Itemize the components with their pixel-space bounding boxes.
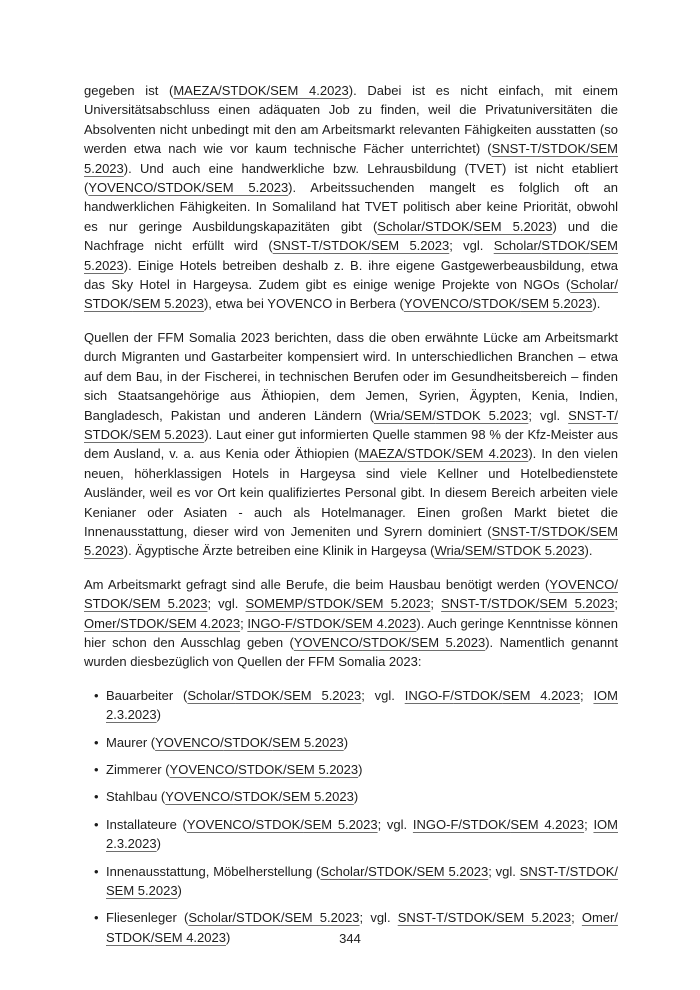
citation-link[interactable]: SNST-T/STDOK/SEM 5.2023 [441,596,615,612]
text-run: ) und die Nachfrage nicht erfüllt wird ( [84,218,619,254]
text-run: ), etwa bei YOVENCO in Berbera ( [203,296,404,312]
citation-link[interactable]: YOVENCO/STDOK/SEM 5.2023 [169,762,359,777]
citation-link[interactable]: Scholar/STDOK/SEM 5.2023 [377,218,553,234]
text-run: ; [430,596,442,612]
citation-link[interactable]: SNST-T/STDOK/SEM 5.2023 [106,863,618,899]
text-run: ; vgl. [361,687,405,703]
text-run: ; vgl. [488,863,520,879]
paragraph [84,575,618,672]
citation-link[interactable]: SOMEMP/STDOK/SEM 5.2023 [245,596,431,612]
text-run: ; [584,816,594,832]
bullet-marker-icon [94,760,99,779]
citation-link[interactable]: Wria/SEM/STDOK 5.2023 [434,543,585,559]
page-number: 344 [339,931,361,946]
text-run: Am Arbeitsmarkt gefragt sind alle Berufe, die beim Hausbau benötigt werden ( [84,576,550,592]
citation-link[interactable]: YOVENCO/STDOK/SEM 5.2023 [155,734,344,750]
text-run: Stahlbau ( [106,789,166,805]
text-run: ). Und auch eine handwerkliche bzw. Lehrausbildung (TVET) ist nicht etabliert ( [84,160,618,196]
text-run: ) [225,929,231,945]
text-run: Quellen der FFM Somalia 2023 berichten, dass die oben erwähnte Lücke am Arbeitsmarkt durch Migranten und Gastarbeiter kompensiert wird. In unterschiedlichen Branchen – etwa auf dem Bau, in der Fischerei, in technischen Berufen oder im Gesundheitsbereich – finden sich Staatsangehörige aus Äthiopien, dem Jemen, Syrien, Ägypten, Kenia, Indien, Bangladesch, Pakistan und anderen Ländern ( [84,329,618,423]
list-item [84,733,618,752]
list-item [84,862,618,901]
citation-link[interactable]: YOVENCO/STDOK/SEM 5.2023 [84,576,618,612]
list-item [84,760,618,779]
text-run: gegeben ist ( [84,83,174,98]
text-run: ) [358,762,363,777]
citation-link[interactable]: INGO-F/STDOK/SEM 4.2023 [247,615,417,631]
document-content [84,81,618,955]
paragraph [84,328,618,561]
text-run: ). Auch geringe Kenntnisse können hier schon den Ausschlag geben ( [84,615,619,650]
text-run: ) [156,836,161,852]
citation-link[interactable]: Wria/SEM/STDOK 5.2023 [373,407,529,423]
bullet-marker-icon [94,787,99,806]
text-run: ; [571,910,582,926]
citation-link[interactable]: Omer/STDOK/SEM 4.2023 [106,910,618,945]
bullet-marker-icon [94,908,99,927]
citation-link[interactable]: INGO-F/STDOK/SEM 4.2023 [412,816,585,832]
text-run: ; vgl. [359,910,398,926]
bullet-marker-icon [94,815,99,834]
text-run: ). Ägyptische Ärzte betreiben eine Klinik in Hargeysa ( [123,543,435,559]
text-run: ). [592,296,601,312]
text-run: ). Arbeitssuchenden mangelt es folglich oft an handwerklichen Fähigkeiten. In Somaliland hat TVET politisch aber keine Priorität, obwohl es nur geringe Ausbildungskapazitäten gibt ( [84,180,618,234]
bullet-marker-icon [94,686,99,705]
citation-link[interactable]: Scholar/STDOK/SEM 5.2023 [84,277,618,312]
citation-link[interactable]: MAEZA/STDOK/SEM 4.2023 [358,446,529,462]
citation-link[interactable]: Scholar/STDOK/SEM 5.2023 [320,863,489,879]
text-run: Bauarbeiter ( [106,687,188,703]
text-run: ). Einige Hotels betreiben deshalb z. B. ihre eigene Gastgewerbeausbildung, etwa das Sky Hotel in Hargeysa. Zudem gibt es einige wenige Projekte von NGOs ( [84,257,618,293]
bullet-marker-icon [94,733,99,752]
text-run: Maurer ( [106,734,156,750]
text-run: ) [343,734,349,750]
text-run: Innenausstattung, Möbelherstellung ( [106,863,321,879]
citation-link[interactable]: IOM 2.3.2023 [106,687,618,723]
list-item [84,815,618,854]
citation-link[interactable]: YOVENCO/STDOK/SEM 5.2023 [293,634,486,650]
text-run: ) [177,883,182,899]
text-run: ). [584,543,593,559]
text-run: ; [580,687,594,703]
list-item [84,686,618,725]
text-run: Zimmerer ( [106,762,170,777]
list-item [84,787,618,806]
text-run: Installateure ( [106,816,187,832]
citation-link[interactable]: SNST-T/STDOK/SEM 5.2023 [84,141,618,176]
text-run: ). In den vielen neuen, höherklassigen Hotels in Hargeysa sind viele Kellner und Hotelbedienstete Ausländer, weil es vor Ort kein qualifiziertes Personal gibt. In diesem Bereich arbeiten viele Kenianer oder Asiaten - auch als Hotelmanager. Einen großen Markt bietet die Innenausstattung, dieser wird von Jemeniten und Syrern dominiert ( [84,446,619,539]
citation-link[interactable]: Scholar/STDOK/SEM 5.2023 [84,238,618,273]
citation-link[interactable]: Scholar/STDOK/SEM 5.2023 [188,910,360,926]
paragraph [84,81,618,314]
bullet-list [84,686,618,947]
bullet-marker-icon [94,862,99,881]
text-run: ; vgl. [449,238,494,254]
text-run: ). Namentlich genannt wurden diesbezüglich von Quellen der FFM Somalia 2023: [84,634,618,670]
citation-link[interactable]: Omer/STDOK/SEM 4.2023 [84,615,241,631]
citation-link[interactable]: YOVENCO/STDOK/SEM 5.2023 [88,180,289,196]
citation-link[interactable]: SNST-T/STDOK/SEM 5.2023 [397,910,572,926]
text-run: ; vgl. [377,816,413,832]
text-run: ) [353,789,359,805]
citation-link[interactable]: YOVENCO/STDOK/SEM 5.2023 [403,296,593,312]
text-run: ; vgl. [528,407,569,423]
text-run: ) [156,707,161,723]
citation-link[interactable]: Scholar/STDOK/SEM 5.2023 [187,687,362,703]
citation-link[interactable]: YOVENCO/STDOK/SEM 5.2023 [165,789,354,805]
citation-link[interactable]: MAEZA/STDOK/SEM 4.2023 [173,83,349,98]
citation-link[interactable]: SNST-T/STDOK/SEM 5.2023 [272,238,450,254]
text-run: ; vgl. [207,596,246,612]
text-run: ). Laut einer gut informierten Quelle stammen 98 % der Kfz-Meister aus dem Ausland, v. a. aus Kenia oder Äthiopien ( [84,426,619,462]
citation-link[interactable]: SNST-T/STDOK/SEM 5.2023 [84,523,618,559]
citation-link[interactable]: IOM 2.3.2023 [106,816,618,852]
text-run: Fliesenleger ( [106,910,189,926]
citation-link[interactable]: YOVENCO/STDOK/SEM 5.2023 [186,816,378,832]
citation-link[interactable]: INGO-F/STDOK/SEM 4.2023 [404,687,580,703]
text-run: ; [240,615,248,631]
citation-link[interactable]: SNST-T/STDOK/SEM 5.2023 [84,407,618,442]
text-run: ; [614,596,619,612]
text-run: ). Dabei ist es nicht einfach, mit einem Universitätsabschluss einen adäquaten Job zu finden, weil die Privatuniversitäten die Absolventen nicht unbedingt mit den am Arbeitsmarkt relevanten Fähigkeiten ausstatten (so werden etwa nach wie vor kaum technische Fächer unterrichtet) ( [84,83,618,157]
